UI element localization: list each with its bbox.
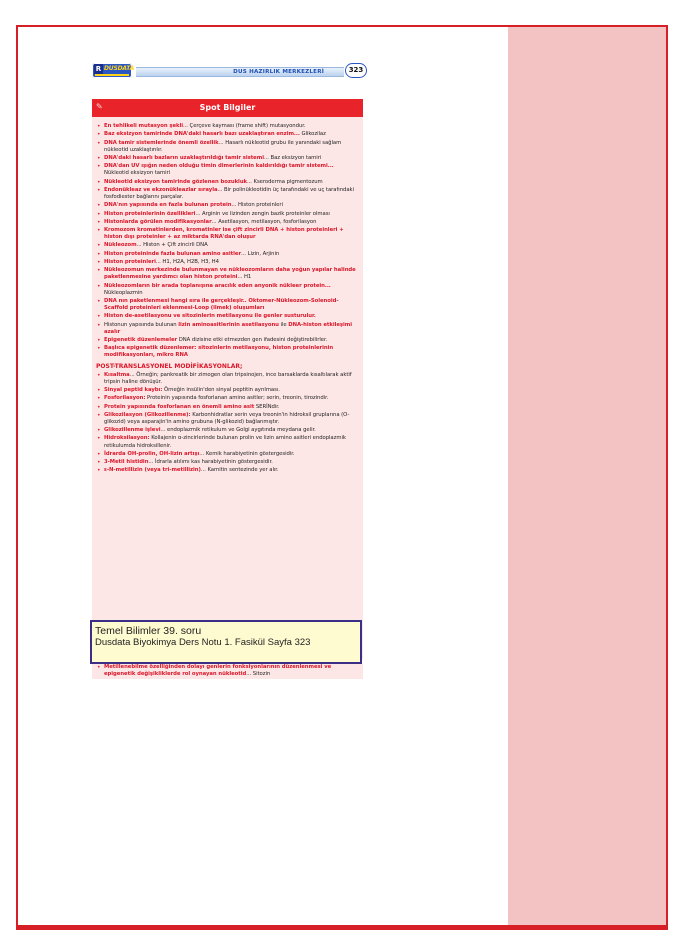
last-items-list [92,664,363,678]
item-highlight: Kısaltma [104,371,130,378]
header-bar [136,67,344,77]
item-text: Histonun yapısında bulunan [104,321,179,328]
list-item [96,664,359,678]
list-item [96,179,359,186]
item-text: Örneğin insülin'den sinyal peptitin ayrılması. [162,386,280,393]
list-item [96,313,359,320]
item-text: Nükleoplazmin [104,289,143,296]
spot-info-box [92,99,363,659]
list-item [96,459,359,466]
source-reference: Dusdata Biyokimya Ders Notu 1. Fasikül Sayfa 323 [95,637,311,648]
item-highlight: DNA'nın yapısında en fazla bulunan protein [104,202,232,209]
pen-icon: ✎ [96,102,103,111]
item-text: ... endoplazmik retikulum ve Golgi aygıtında meydana gelir. [160,427,316,434]
item-highlight: 3-Metil histidin [104,459,149,466]
list-item [96,131,359,138]
item-text: Kollajenin α-zincirlerinde bulunan prolin ve lizin amino asitleri endoplazmik retikulumda hidroksillenir. [104,435,346,449]
list-item [96,227,359,241]
item-highlight: Endonükleaz ve ekzonükleazlar sırayla [104,186,218,193]
list-item [96,404,359,411]
item-highlight: Epigenetik düzenlemeler [104,337,178,344]
item-highlight: Kromozom kromatinlerden, kromatinler ise çift zincirli DNA + histon proteinleri + histon dışı proteinler + az miktarda RNA'dan oluşur [104,227,344,241]
right-margin-panel [508,27,668,925]
item-highlight: Glikozillenme işlevi [104,427,161,434]
box-title: Spot Bilgiler [199,103,256,112]
list-item [96,242,359,249]
item-highlight: Histonlarda görülen modifikasyonlar [104,218,212,225]
post-items-list [92,372,363,475]
list-item [96,259,359,266]
list-item [96,372,359,386]
list-item [96,251,359,258]
item-text: ... Karnitin sentezinde yer alır. [200,467,279,474]
item-text: DNA dizisine etki etmezden gen ifadesini değiştirebilirler. [177,337,328,344]
item-highlight: İdrarda OH-prolin, OH-lizin artışı [104,450,200,457]
item-text: ... Hasarlı nükleotid grubu ile yanındaki sağlam nükleotid uzaklaştırılır. [104,139,342,153]
item-highlight: Nükleotid eksizyon tamirinde gözlenen bozukluk [104,178,248,185]
item-text: ... Örneğin; pankreatik bir zimogen olan tripsinojen, ince barsaklarda kısaltılarak aktif tripsin haline dönüşür. [104,371,352,385]
item-highlight: ε-N-metillizin (veya tri-metillizin) [104,467,201,474]
list-item [96,163,359,177]
list-item [96,155,359,162]
item-text: ... Baz eksizyon tamiri [263,154,322,161]
item-highlight: Nükleozomun merkezinde bulunmayan ve nükleozomların daha yoğun yapılar halinde paketlenmesine yardımcı olan histon proteini [104,267,356,281]
logo-stripe [95,74,129,76]
list-item [96,322,359,336]
item-text: Karbonhidratlar serin veya treonin'in hidroksil gruplarına (O-glikozid) veya asparajin'in amino grubuna (N-glikozid) bağlanmıştır. [104,411,350,425]
item-text: ... H1, H2A, H2B, H3, H4 [155,259,219,266]
item-text: ... İdrarla atılımı kas harabiyetinin göstergesidir. [148,459,273,466]
item-highlight: Histon de-asetilasyonu ve sitozinlerin metilasyonu ile genler susturulur. [104,313,316,320]
item-text: ... Bir polinükleotidin üç tarafındaki ve uç tarafındaki fosfodiester bağlarını parçalar. [104,186,354,200]
list-item [96,435,359,449]
item-highlight: lizin aminoasitlerinin asetilasyonu [178,321,279,328]
item-highlight: Glikozilasyon (Glikozillenme): [104,411,191,418]
header-bar-text: DUS HAZIRLIK MERKEZLERİ [233,69,324,75]
item-highlight: Sinyal peptid kaybı: [104,386,163,393]
item-text: ... Arginin ve lizinden zengin bazik proteinler olması [195,210,330,217]
item-highlight: Nükleozomların bir arada toplanışına aracılık eden anyonik nükleer protein... [104,282,331,289]
item-highlight: Histon proteinlerinin özellikleri [104,210,196,217]
item-highlight: DNA-histon etkileşimi azalır [104,321,353,335]
list-item [96,267,359,281]
item-text: Glikozilaz [299,131,326,138]
item-text: ... Histon proteinleri [231,202,283,209]
source-note-overlay [90,620,362,664]
page-number: 323 [345,63,367,78]
list-item [96,395,359,402]
logo-text: DUSDATA [104,65,135,72]
item-text: ... Kemik harabiyetinin göstergesidir. [199,450,295,457]
item-text: ... H1 [237,274,252,281]
list-item [96,187,359,201]
list-item [96,337,359,344]
list-item [96,345,359,359]
list-item [96,140,359,154]
box-title-bar [92,99,363,117]
item-highlight: DNA nın paketlenmesi hangi sıra ile gerçekleşir.. Oktomer-Nükleozom-Solenoid-Scaffold proteinleri eklenmesi-Loop (ilmek) oluşumları [104,298,339,312]
item-highlight: DNA tamir sistemlerinde önemli özellik [104,139,219,146]
page-header [92,63,392,81]
item-text: ile [278,321,289,328]
list-item [96,219,359,226]
item-highlight: En tehlikeli mutasyon şekli [104,123,184,129]
item-highlight: Histon proteininde fazla bulunan amino asitler [104,250,242,257]
item-highlight: Protein yapısında fosforlanan en önemli amino asit [104,403,255,410]
list-item [96,298,359,312]
list-item [96,387,359,394]
item-highlight: Başlıca epigenetik düzenlemer: sitozinlerin metilasyonu, histon proteinlerinin modifikasyonları, mikro RNA [104,345,334,359]
item-highlight: Hidroksilasyon: [104,435,150,442]
item-text: ... Çerçeve kayması (frame shift) mutasyondur. [183,123,306,129]
list-item [96,451,359,458]
item-highlight: Fosforilasyon: [104,395,146,402]
item-text: ... Sitozin [246,671,271,678]
list-item [96,412,359,426]
list-item [96,123,359,130]
list-item [96,283,359,297]
item-highlight: Histon proteinleri [104,259,156,266]
last-item-area [92,664,363,679]
item-highlight: Metillenebilme özelliğinden dolayı genlerin fonksiyonlarının düzenlenmesi ve epigenetik değişikliklerde rol oynayan nükleotid [104,664,332,678]
source-question: Temel Bilimler 39. soru [95,625,202,637]
list-item [96,467,359,474]
item-highlight: DNA'dan UV ışığın neden olduğu timin dimerlerinin kaldırıldığı tamir sistemi... [104,163,334,170]
item-text: ... Asetilasyon, metilasyon, fosforilasyon [211,218,317,225]
logo-letter: R [95,65,102,73]
page-frame [16,25,668,930]
item-text: ... Kseroderma pigmentozum [247,178,323,185]
item-text: ... Lizin, Arjinin [241,250,280,257]
document-page [92,63,392,678]
item-highlight: Baz eksizyon tamirinde DNA'daki hasarlı bazı uzaklaştıran enzim... [104,131,300,138]
spot-items-list [92,117,363,360]
item-text: ... Histon + Çift zincirli DNA [136,242,208,249]
post-translational-heading: POST-TRANSLASYONEL MODİFİKASYONLAR; [96,362,243,370]
list-item [96,427,359,434]
item-text: Proteinin yapısında fosforlanan amino asitler; serin, treonin, tirozindir. [145,395,329,402]
item-highlight: Nükleozom [104,242,137,249]
item-highlight: DNA'daki hasarlı bazların uzaklaştırıldığı tamir sistemi [104,154,264,161]
item-text: SERİNdir. [254,403,280,410]
item-text: Nükleotid eksizyon tamiri [104,170,171,177]
list-item [96,211,359,218]
dusdata-logo [92,63,135,78]
list-item [96,202,359,209]
